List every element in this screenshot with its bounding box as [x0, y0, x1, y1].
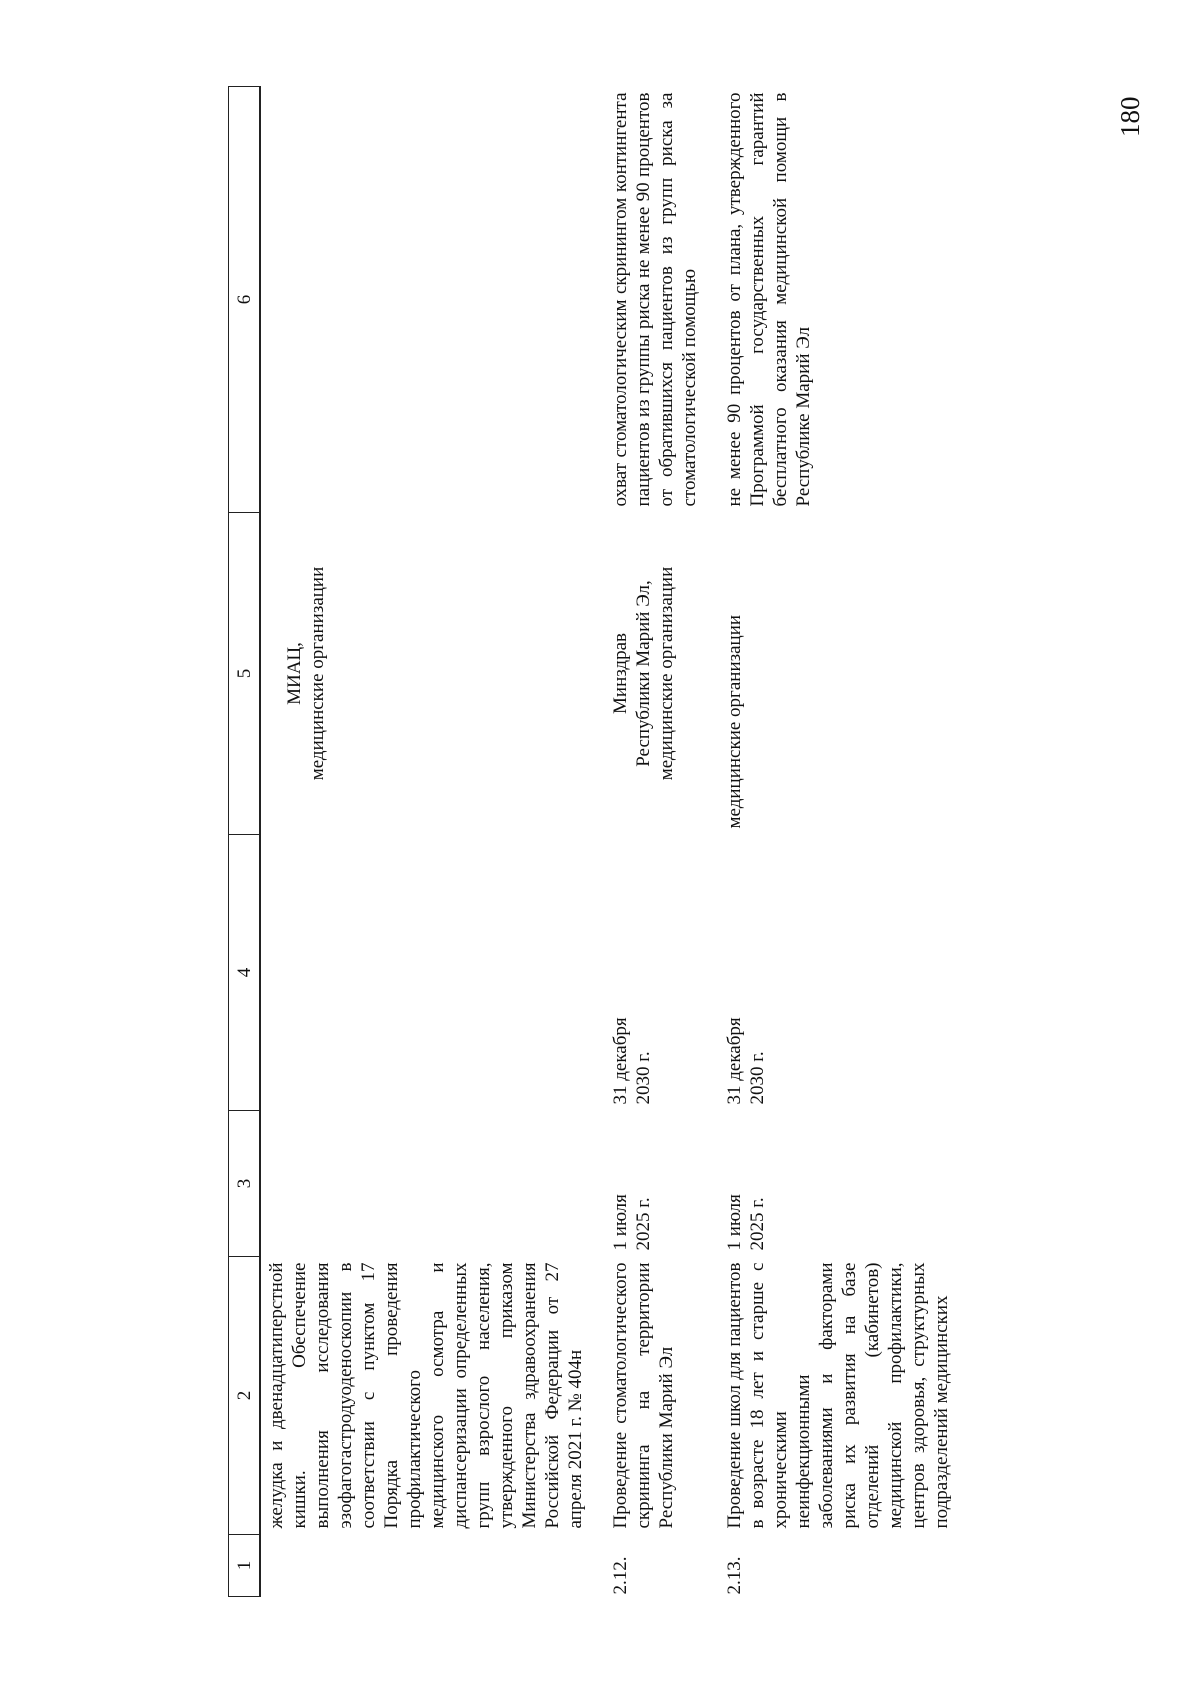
expected-result: не менее 90 процентов от плана, утвержденного Программой государственных гарантий бесплатного оказания медицинской помощи в Республике Марий Эл: [724, 92, 814, 507]
table-header-row: [229, 87, 261, 1597]
table-row: [711, 87, 963, 1597]
table-row: [260, 87, 597, 1597]
column-header-5: 5: [229, 513, 261, 835]
column-header-2: 2: [229, 1257, 261, 1535]
row-number: [260, 1535, 597, 1597]
activity-name: Проведение школ для пациентов в возрасте 18 лет и старше с хроническими неинфекционными заболеваниями и факторами риска их развития на базе отделений (кабинетов) медицинской профилактики, центров здоровья, структурных подразделений медицинских: [724, 1262, 952, 1529]
start-date: 1 июля 2025 г.: [610, 1194, 654, 1251]
activity-name: Проведение стоматологического скрининга на территории Республики Марий Эл: [610, 1262, 677, 1529]
end-date: 31 декабря 2030 г.: [610, 1017, 654, 1105]
activity-name: желудка и двенадцатиперстной кишки. Обеспечение выполнения исследования эзофагогастродуоденоскопии в соответствии с пунктом 17 Порядка проведения профилактического медицинского осмотра и диспансеризации определенных групп взрослого населения, утвержденного приказом Министерства здравоохранения Российской Федерации от 27 апреля 2021 г. № 404н: [266, 1262, 586, 1529]
start-date: [260, 1111, 597, 1257]
expected-result: [260, 87, 597, 513]
column-header-4: 4: [229, 835, 261, 1111]
column-header-3: 3: [229, 1111, 261, 1257]
row-number: 2.12.: [610, 1556, 631, 1595]
responsible-executor: Минздрав Республики Марий Эл, медицинские организации: [610, 566, 677, 781]
responsible-executor: медицинские организации: [724, 614, 745, 829]
row-number: 2.13.: [724, 1556, 745, 1595]
expected-result: охват стоматологическим скринингом контингента пациентов из группы риска не менее 90 процентов от обратившихся пациентов из групп риска за стоматологической помощью: [610, 92, 700, 507]
plan-table: [228, 86, 963, 1597]
responsible-executor: МИАЦ, медицинские организации: [284, 566, 328, 781]
end-date: [260, 835, 597, 1111]
end-date: 31 декабря 2030 г.: [724, 1017, 768, 1105]
column-header-1: 1: [229, 1535, 261, 1597]
table-row: [597, 87, 711, 1597]
start-date: 1 июля 2025 г.: [724, 1194, 768, 1251]
page-number: 180: [1115, 96, 1145, 137]
column-header-6: 6: [229, 87, 261, 513]
